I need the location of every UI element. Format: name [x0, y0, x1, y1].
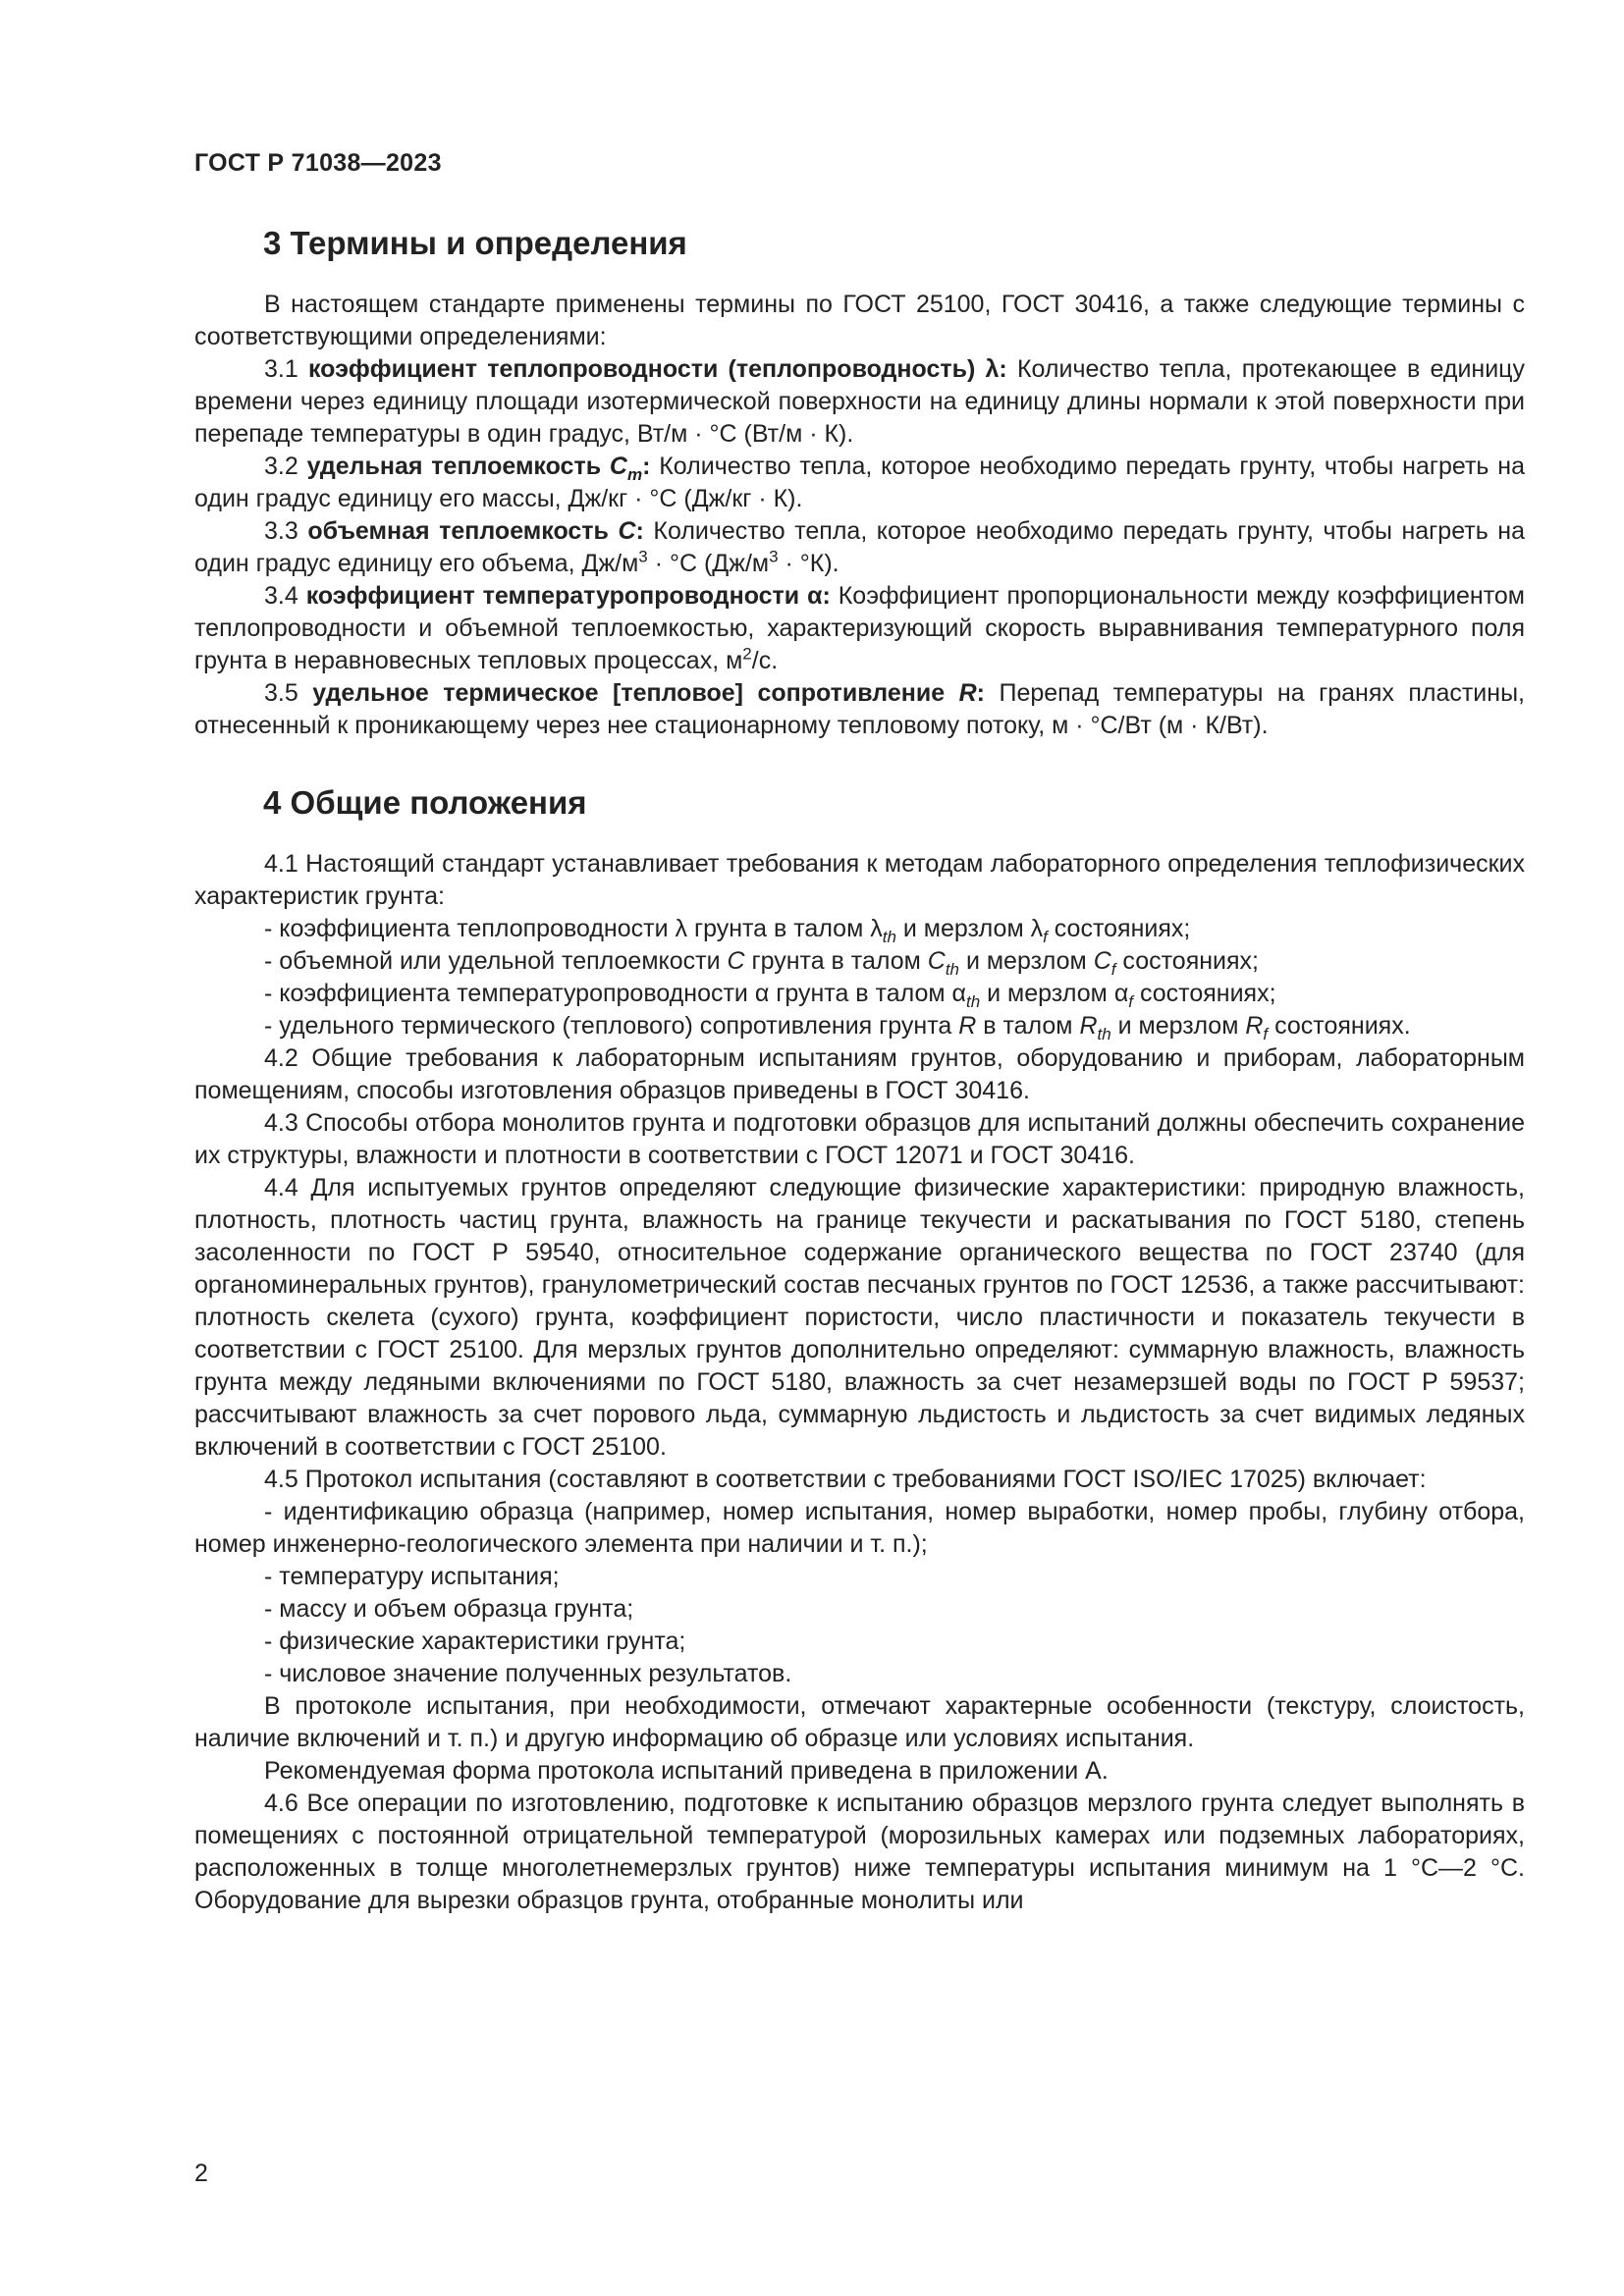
term-3-3: 3.3 объемная теплоемкость C: Количество тепла, которое необходимо передать грунту, чтобы нагреть на один градус единицу его объема, $Дж/м^3 \cdot ^\circ С$ $(Дж/м^3 \cdot ^\circ К)$.: [194, 517, 1526, 577]
paragraph-4-5-form: Рекомендуемая форма протокола испытаний приведена в приложении А.: [264, 1757, 1109, 1785]
list-item: - объемной или удельной теплоемкости C грунта в талом $C_{th}$ и мерзлом $C_f$ состояниях;: [264, 947, 1259, 979]
paragraph-4-2: 4.2 Общие требования к лабораторным испытаниям грунтов, оборудованию и приборам, лабораторным помещениям, способы изготовления образцов приведены в ГОСТ 30416.: [194, 1044, 1525, 1104]
document-body: [194, 224, 1525, 1917]
term-3-4: 3.4 коэффициент температуропроводности α: Коэффициент пропорциональности между коэффициентом теплопроводности и объемной теплоемкостью, характеризующий скорость выравнивания температурного поля грунта в неравновесных тепловых процессах, $м^2/с$.: [194, 582, 1525, 674]
term-3-2: 3.2 удельная теплоемкость $C_m$: Количество тепла, которое необходимо передать грунту, чтобы нагреть на один градус единицу его массы, Дж/кг · °С (Дж/кг · К).: [194, 453, 1525, 512]
page-number: 2: [194, 2160, 208, 2187]
term-3-1: 3.1 коэффициент теплопроводности (теплопроводность) λ: Количество тепла, протекающее в единицу времени через единицу площади изотермической поверхности на единицу длины нормали к этой поверхности при перепаде температуры в один градус, Вт/м · °С (Вт/м · К).: [194, 355, 1525, 448]
section-3-title: 3 Термины и определения: [263, 225, 687, 261]
list-item: - физические характеристики грунта;: [264, 1628, 686, 1655]
term-3-1-name: коэффициент теплопроводности (теплопроводность) λ:: [307, 355, 1007, 383]
paragraph-4-5: 4.5 Протокол испытания (составляют в соответствии с требованиями ГОСТ ISO/IEC 17025) включает:: [264, 1466, 1427, 1493]
list-item: - числовое значение полученных результатов.: [264, 1660, 792, 1687]
paragraph-4-5-note: В протоколе испытания, при необходимости, отмечают характерные особенности (текстуру, слоистость, наличие включений и т. п.) и другую информацию об образце или условиях испытания.: [194, 1692, 1525, 1752]
term-3-3-name: объемная теплоемкость C:: [307, 517, 644, 545]
paragraph-4-1: 4.1 Настоящий стандарт устанавливает требования к методам лабораторного определения теплофизических характеристик грунта:: [194, 850, 1525, 910]
list-item: - коэффициента температуропроводности α грунта в талом $\alpha_{th}$ и мерзлом $\alpha_f$ состояниях;: [264, 980, 1276, 1011]
paragraph-4-6: 4.6 Все операции по изготовлению, подготовке к испытанию образцов мерзлого грунта следует выполнять в помещениях с постоянной отрицательной температурой (морозильных камерах или подземных лабораториях, расположенных в толще многолетнемерзлых грунтов) ниже температуры испытания минимум на 1 °С—2 °С. Оборудование для вырезки образцов грунта, отобранные монолиты или: [194, 1789, 1525, 1914]
paragraph-4-4: 4.4 Для испытуемых грунтов определяют следующие физические характеристики: природную влажность, плотность, плотность частиц грунта, влажность на границе текучести и раскатывания по ГОСТ 5180, степень засоленности по ГОСТ Р 59540, относительное содержание органического вещества по ГОСТ 23740 (для органоминеральных грунтов), гранулометрический состав песчаных грунтов по ГОСТ 12536, а также рассчитывают: плотность скелета (сухого) грунта, коэффициент пористости, число пластичности и показатель текучести в соответствии с ГОСТ 25100. Для мерзлых грунтов дополнительно определяют: суммарную влажность, влажность грунта между ледяными включениями по ГОСТ 5180, влажность за счет незамерзшей воды по ГОСТ Р 59537; рассчитывают влажность за счет порового льда, суммарную льдистость и льдистость за счет видимых ледяных включений в соответствии с ГОСТ 25100.: [194, 1174, 1525, 1461]
term-3-5: 3.5 удельное термическое [тепловое] сопротивление R: Перепад температуры на гранях пластины, отнесенный к проникающему через нее стационарному тепловому потоку, м · °С/Вт (м · К/Вт).: [194, 679, 1525, 739]
document-code-header: ГОСТ Р 71038—2023: [194, 149, 442, 177]
list-item: - температуру испытания;: [264, 1563, 560, 1590]
list-item: - идентификацию образца (например, номер испытания, номер выработки, номер пробы, глубину отбора, номер инженерно-геологического элемента при наличии и т. п.);: [194, 1498, 1525, 1558]
term-3-5-name: удельное термическое [тепловое] сопротивление R:: [312, 679, 985, 707]
section-4-title: 4 Общие положения: [263, 784, 587, 821]
term-3-4-name: коэффициент температуропроводности α:: [305, 582, 831, 610]
paragraph-4-3: 4.3 Способы отбора монолитов грунта и подготовки образцов для испытаний должны обеспечить сохранение их структуры, влажности и плотности в соответствии с ГОСТ 12071 и ГОСТ 30416.: [194, 1109, 1525, 1169]
section-3-intro: В настоящем стандарте применены термины по ГОСТ 25100, ГОСТ 30416, а также следующие термины с соответствующими определениями:: [194, 291, 1525, 350]
term-3-2-name: удельная теплоемкость $C_m$:: [306, 453, 651, 484]
list-item: - удельного термического (теплового) сопротивления грунта R в талом $R_{th}$ и мерзлом $R_f$ состояниях.: [264, 1012, 1411, 1043]
list-item: - массу и объем образца грунта;: [264, 1595, 634, 1623]
list-item: - коэффициента теплопроводности λ грунта в талом $\lambda_{th}$ и мерзлом $\lambda_f$ состояниях;: [264, 915, 1191, 946]
